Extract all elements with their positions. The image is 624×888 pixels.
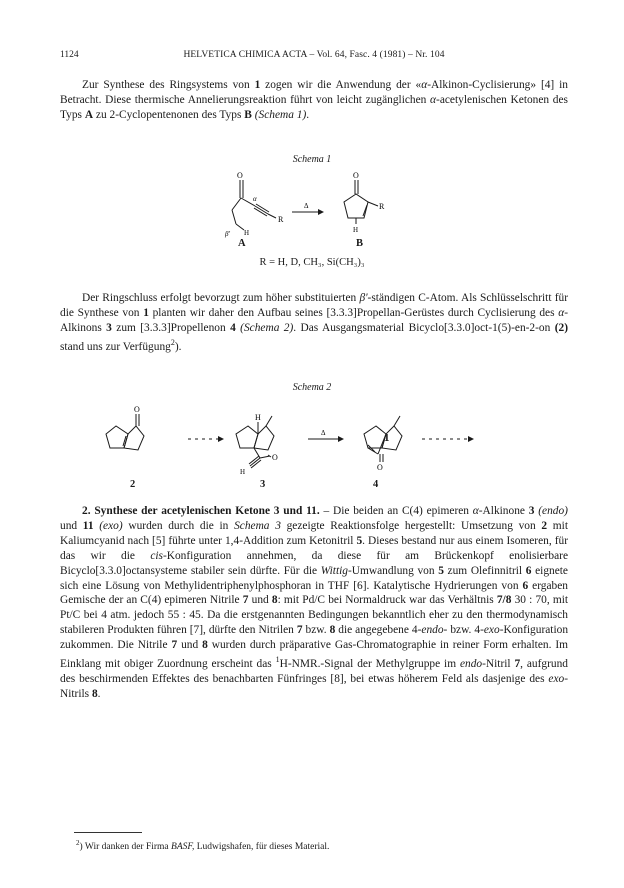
running-header [60, 50, 568, 64]
dashed-arrow-2 [422, 436, 474, 442]
label-compound-4: 4 [373, 479, 379, 490]
atom-h-b: H [353, 226, 359, 234]
reaction-arrow-2 [308, 436, 344, 442]
atom-o-2: O [134, 405, 140, 414]
label-structure-b: B [356, 238, 364, 249]
arrow-delta-1: Δ [304, 202, 309, 210]
schema-2-title: Schema 2 [292, 382, 332, 393]
paragraph-intro: Zur Synthese des Ringsystems von 1 zogen wir die Anwendung der «α-Alkinon-Cyclisierung» [4] in Betracht. Diese thermische Annelierungsreaktion führt von leicht zugänglichen α-acetylenischen Ketonen des Typs A zu 2-Cyclopentenonen des Typs B (Schema 1). [60, 79, 568, 121]
structure-a [232, 180, 276, 230]
structure-4 [364, 416, 402, 462]
running-title: HELVETICA CHIMICA ACTA – Vol. 64, Fasc. 4 (1981) – Nr. 104 [183, 50, 445, 60]
label-structure-a: A [238, 238, 246, 249]
structure-b [344, 180, 378, 224]
footnote-rule [74, 832, 142, 833]
atom-alpha: α [253, 195, 257, 203]
label-compound-2: 2 [130, 479, 136, 490]
structure-2 [106, 414, 144, 450]
atom-beta: β' [225, 230, 230, 238]
atom-h-alkyne: H [240, 468, 246, 476]
atom-r-b: R [379, 202, 385, 211]
paragraph-ring-closure: Der Ringschluss erfolgt bevorzugt zum höher substituierten β'-ständigen C-Atom. Als Schlüsselschritt für die Synthese von 1 planten wir daher den Aufbau seines [3.3.3]Propellan-Gerüstes durch Cyclisierung des α-Alkinons 3 zum [3.3.3]Propellenon 4 (Schema 2). Das Ausgangsmaterial Bicyclo[3.3.0]oct-1(5)-en-2-on (2) stand uns zur Verfügung$^2$). [60, 292, 568, 353]
paragraph-section-2: 2. Synthese der acetylenischen Ketone 3 und 11. – Die beiden an C(4) epimeren α-Alkinone 3 (endo) und 11 (exo) wurden durch die in Schema 3 gezeigte Reaktionsfolge hergestellt: Umsetzung von 2 mit Kaliumcyanid nach [5] führte unter 1,4-Addition zum Ketonitril 5. Dieses bestand nur aus einem Isomeren, für das wir die cis-Konfiguration annehmen, da diese für am Brückenkopf enolisierbare Bicyclo[3.3.0]octansysteme stabiler sein dürfte. Für die Wittig-Umwandlung von 5 zum Olefinnitril 6 eignete sich eine Lösung von Methylidentriphenylphosphoran in THF [6]. Katalytische Hydrierungen von 6 ergaben Gemische der an C(4) epimeren Nitrile 7 und 8: mit Pd/C bei Normaldruck war das Verhältnis 7/8 30 : 70, mit Pt/C bei 4 atm. jedoch 55 : 45. Da die erstgenannten Bedingungen bekanntlich eher zu den thermodynamisch stabileren Produkten führen [7], dürfte den Nitrilen 7 bzw. 8 die angegebene 4-endo- bzw. 4-exo-Konfiguration zukommen. Die Nitrile 7 und 8 wurden durch präparative Gas-Chromatographie in reiner Form erhalten. Im Einklang mit obiger Zuordnung erscheint das $^1$H-NMR.-Signal der Methylgruppe im endo-Nitril 7, aufgrund des beschirmenden Effektes des benachbarten Fünfringes [8], bei etwas höherem Feld als dasjenige des exo-Nitrils 8. [60, 505, 569, 700]
r-definition: R = H, D, CH₃, Si(CH₃)₃ [259, 257, 365, 268]
schema-2-figure [100, 396, 520, 476]
dashed-arrow-1 [188, 436, 224, 442]
arrow-delta-2: Δ [321, 429, 326, 437]
section-heading: 2. Synthese der acetylenischen Ketone 3 und 11. [82, 505, 320, 517]
atom-o-b: O [353, 171, 359, 180]
atom-o-4: O [377, 463, 383, 472]
atom-h-a: H [244, 229, 250, 237]
atom-o-a: O [237, 171, 243, 180]
page-number: 1124 [60, 50, 79, 60]
atom-h-3: H [255, 413, 261, 422]
atom-o-3: O [272, 453, 278, 462]
schema-1-title: Schema 1 [292, 154, 332, 165]
atom-r-a: R [278, 215, 284, 224]
label-compound-3: 3 [260, 479, 266, 490]
structure-3 [236, 416, 274, 468]
footnote-2: $^2$) Wir danken der Firma BASF, Ludwigshafen, für dieses Material. [76, 839, 330, 853]
label-target-1: 1 [384, 432, 390, 444]
